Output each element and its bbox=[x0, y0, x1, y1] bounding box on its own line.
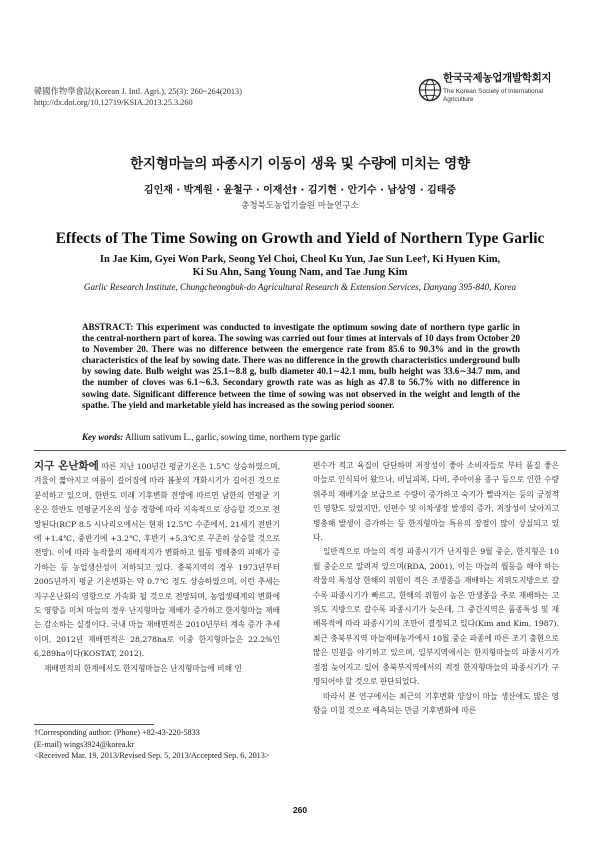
title-korean: 한지형마늘의 파종시기 이동이 생육 및 수량에 미치는 영향 bbox=[130, 156, 470, 172]
doi-link[interactable]: http://dx.doi.org/10.12719/KSIA.2013.25.3.260 bbox=[34, 98, 193, 107]
body-paragraph: 따라서 본 연구에서는 최근의 기후변화 양상이 마늘 생산에도 많은 영향을 미칠 것으로 예측되는 만큼 기후변화에 따른 bbox=[313, 691, 559, 715]
society-name-en: The Korean Society of International Agriculture bbox=[443, 88, 544, 103]
body-paragraph: 편수가 적고 육질이 단단하며 저장성이 좋아 소비자들로 부터 품질 좋은 마늘로 인식되어 왔으나, 비닐피복, 다비, 주아이용 종구 등으로 인한 수량 위주의 재배기술 보급으로 수량이 증가하고 숙기가 빨라지는 등의 긍정적인 영향도 있었지만, 인편수 및 이차생장 발생의 증가, 저장성이 낮아지고 병충해 발생이 증가하는 등 한지형마늘 특유의 장점이 많이 상실되고 있다. bbox=[313, 461, 559, 543]
society-name bbox=[443, 70, 573, 104]
body-paragraph: 지구 온난화에 따른 지난 100년간 평균기온은 1.5℃ 상승하였으며, 겨울이 짧아지고 여름이 길어짐에 따라 봄꽃의 개화시기가 길어진 것으로 분석하고 있으며, 한반도 미래 기후변화 전망에 따르면 남한의 연평균 기온은 한반도 연평균기온의 상승 경향에 따라 지속적으로 상승할 것으로 전망된다(RCP 8.5 시나리오에서는 현재 12.5℃ 수준에서, 21세기 전반기에 +1.4℃, 중반기에 +3.2℃, 후반기 +5.3℃로 꾸준히 상승할 것으로 전망). 이에 따라 농작물의 재배적지가 변화하고 월동 병해충의 피해가 증가하는 등 농업생산성이 저하되고 있다. 충북지역의 경우 1973년부터 2005년까지 평균 기온변화는 약 0.7℃ 정도 상승하였으며, 이런 추세는 지구온난화의 영향으로 가속화 될 것으로 전망되며, 농업생태계의 변화에도 영향을 미쳐 마늘의 경우 난지형마늘 재배가 증가하고 한지형마늘 재배는 감소하는 실정이다. 국내 마늘 재배면적은 2010년부터 계속 증가 추세이며, 2012년 재배면적은 28,278ha로 이중 한지형마늘은 22.2%인 6,289ha이다(KOSTAT, 2012). bbox=[34, 460, 281, 659]
page-number: 260 bbox=[292, 805, 308, 815]
keywords-list: Allium sativum L., garlic, sowing time, northern type garlic bbox=[125, 432, 341, 442]
lead-phrase: 지구 온난화에 bbox=[34, 460, 99, 472]
abstract: ABSTRACT: This experiment was conducted to investigate the optimum sowing date of northern type garlic in the central-northern part of korea. The sowing was carried out four times at intervals of 10 days from October 20 to November 20. There was no difference between the emergence rate from 85.6 to 90.3% and in the growth characteristics of the leaf by sowing date. There was no difference in the growth characteristics underground bulb by sowing date. Bulb weight was 25.1∼8.8 g, bulb diameter 40.1∼42.1 mm, bulb height was 33.6∼34.7 mm, and the number of cloves was 6.1∼6.3. Secondary growth rate was as high as 47.8 to 56.7% with no difference in sowing date. Significant difference between the time of sowing was not observed in the weight and length of the spathe. The yield and marketable yield has increased as the sowing period sooner. bbox=[82, 322, 520, 410]
keywords-label: Key words: bbox=[82, 432, 124, 442]
affiliation-english: Garlic Research Institute, Chungcheongbuk-do Agricultural Research & Extension Services, Danyang 395-840, Korea bbox=[83, 282, 517, 292]
corresponding-author: †Corresponding author: (Phone) +82-43-220-5833 bbox=[34, 728, 200, 737]
society-name-ko: 한국국제농업개발학회지 bbox=[443, 72, 552, 84]
body-paragraph: 일반적으로 마늘의 적정 파종시기가 난지형은 9월 중순, 한지형은 10월 중순으로 알려져 있으며(RDA, 2001), 이는 마늘의 월동을 해야 하는 작물의 특성상 한해의 위험이 적은 조생종을 재배하는 저위도지방으로 갈수록 파종시기가 빠르고, 한해의 위험이 높은 만생종을 주로 재배하는 고위도 지방으로 갈수록 파종시기가 늦은데, 그 중간지역은 품종특성 및 재배목적에 따라 파종시기의 조만이 결정되고 있다(Kim and Kim, 1987). 최근 충북부지역 마늘재배농가에서 10월 중순 파종에 따른 조기 출현으로 많은 민원을 야기하고 있으며, 일부지역에서는 한지형마늘의 파종시기가 점점 늦어지고 있어 충북부지역에서의 적정 한지형마늘의 파종시기가 구명되어야 할 것으로 판단되었다. bbox=[313, 547, 559, 687]
footnote-divider bbox=[34, 724, 154, 725]
authors-english bbox=[40, 253, 560, 279]
section-divider bbox=[34, 450, 566, 451]
authors-korean: 김인재 · 박계원 · 윤철구 · 이재선† · 김기현 · 안기수 · 남상영 · 김태중 bbox=[143, 185, 457, 196]
footnote bbox=[34, 727, 294, 762]
author-email[interactable]: (E-mail) wings3924@korea.kr bbox=[34, 739, 135, 749]
received-dates: <Received Mar. 19, 2013/Revised Sep. 5, 2013/Accepted Sep. 6, 2013> bbox=[34, 751, 270, 760]
body-column-right bbox=[313, 459, 559, 718]
authors-english-line2: Ki Su Ahn, Sang Young Nam, and Tae Jung Kim bbox=[192, 267, 408, 278]
authors-english-line1: In Jae Kim, Gyei Won Park, Seong Yel Choi, Cheol Ku Yun, Jae Sun Lee†, Ki Hyuen Kim, bbox=[99, 254, 501, 265]
body-paragraph: 재배면적의 한계에서도 한지형마늘은 난지형마늘에 비해 인 bbox=[44, 663, 242, 673]
journal-citation: 韓國作物學會誌(Korean J. Intl. Agri.), 25(3): 260~264(2013) bbox=[34, 87, 242, 96]
journal-header bbox=[34, 86, 242, 108]
globe-icon bbox=[420, 80, 441, 101]
affiliation-korean: 충청북도농업기술원 마늘연구소 bbox=[241, 201, 359, 211]
keywords bbox=[82, 432, 520, 443]
body-column-left bbox=[34, 459, 280, 676]
title-english: Effects of The Time Sowing on Growth and Yield of Northern Type Garlic bbox=[55, 230, 545, 247]
